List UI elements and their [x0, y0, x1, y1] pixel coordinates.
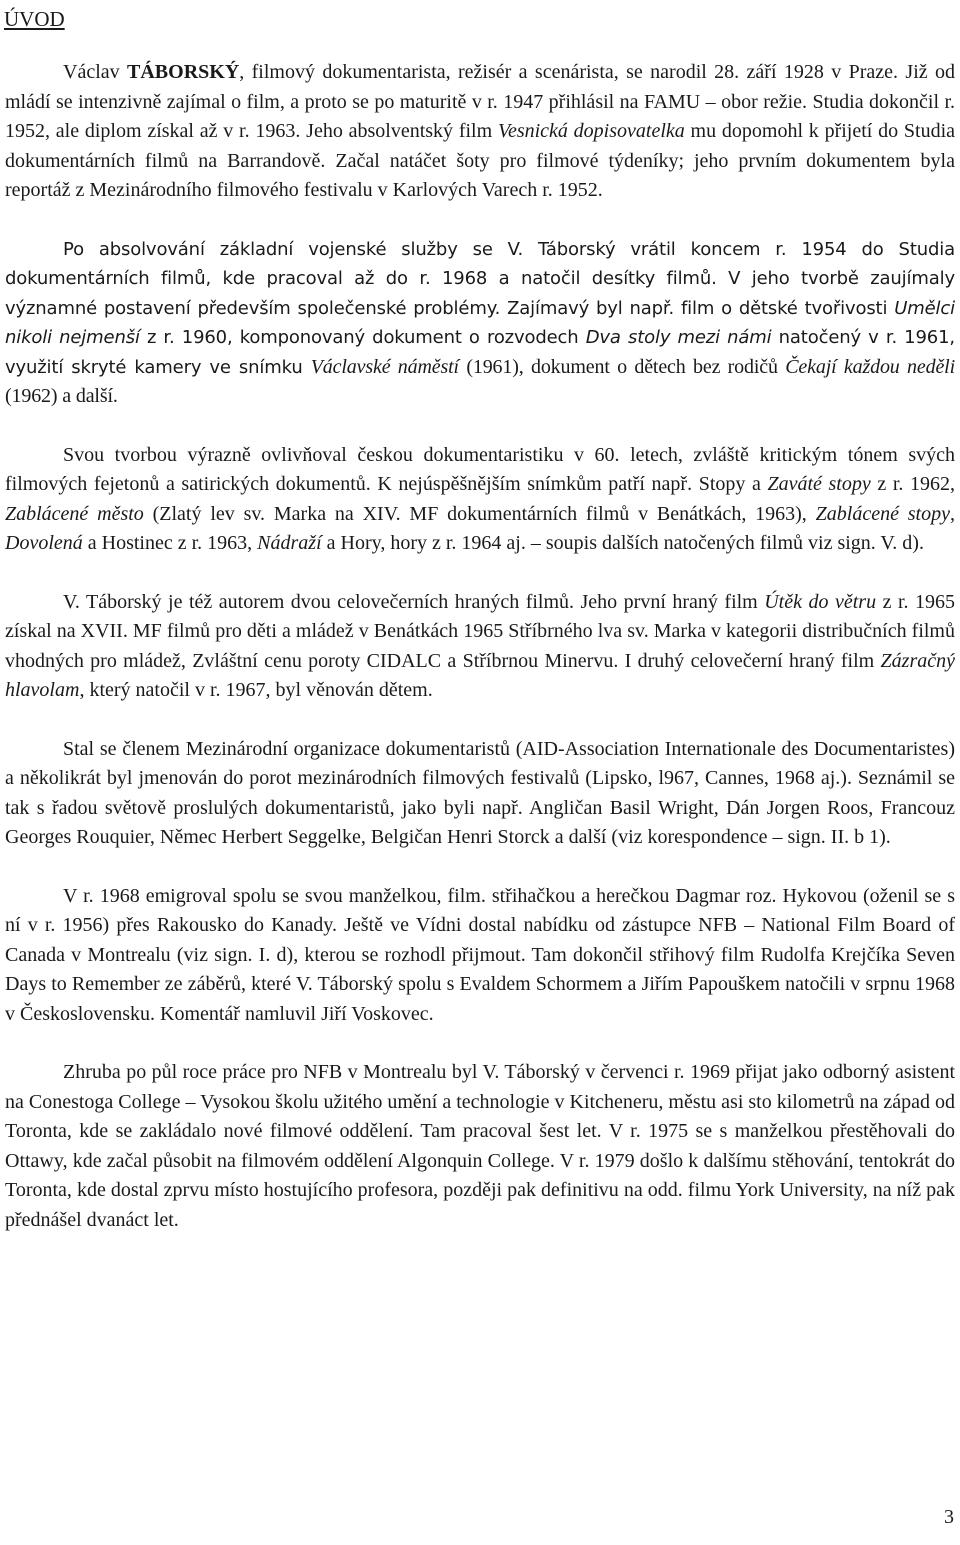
film-title: Dovolená — [5, 532, 83, 554]
film-title: Zázračný hlavolam — [5, 649, 955, 701]
page-title: ÚVOD — [4, 7, 65, 31]
text-run: Václav — [63, 61, 128, 83]
paragraph-1 — [5, 58, 955, 206]
text-run: (1962) a další. — [5, 385, 118, 407]
paragraph-5: Stal se členem Mezinárodní organizace dokumentaristů (AID-Association Internationale des Documentaristes) a několikrát byl jmenován do porot mezinárodních filmových festivalů (Lipsko, l967, Cannes, 1968 aj.). Seznámil se tak s řadou světově proslulých dokumentaristů, jako byli např. Angličan Basil Wright, Dán Jorgen Roos, Francouz Georges Rouquier, Němec Herbert Seggelke, Belgičan Henri Storck a další (viz korespondence – sign. II. b 1). — [5, 737, 955, 848]
text-run: Po absolvování základní vojenské služby se V. Táborský vrátil koncem r. 1954 do Studia dokumentárních filmů, kde pracoval až do r. 1968 a natočil desítky filmů. V jeho tvorbě zaujímaly významné postavení především společenské problémy. Zajímavý byl např. film o dětské tvořivosti — [5, 238, 955, 319]
text-run: , filmový dokumentarista, režisér a scenárista, se narodil 28. září 1928 v Praze. Již od mládí se intenzivně zajímal o film, a proto se po maturitě v r. 1947 přihlásil na FAMU – obor režie. Studia dokončil r. 1952, ale diplom získal až v r. 1963. Jeho absolventský film — [5, 61, 956, 142]
film-title: Dva stoly mezi námi — [585, 327, 772, 348]
surname: TÁBORSKÝ — [127, 61, 240, 83]
text-run: Svou tvorbou výrazně ovlivňoval českou dokumentaristiku v 60. letech, zvláště kritickým tónem svých filmových fejetonů a satirických dokumentů. K nejúspěšnějším snímkům patří např. Stopy a — [5, 443, 955, 495]
text-run: z r. 1965 získal na XVII. MF filmů pro děti a mládež v Benátkách 1965 Stříbrného lva sv. Marka v kategorii distribučních filmů vhodných pro mládež, Zvláštní cenu poroty CIDALC a Stříbrnou Minervu. I druhý celovečerní hraný film — [5, 590, 955, 672]
film-title: Zablácené město — [5, 502, 144, 525]
text-run: a Hory, hory z r. 1964 aj. – soupis dalších natočených filmů viz sign. V. d). — [321, 532, 924, 554]
film-title: Útěk do větru — [764, 590, 877, 613]
text-run: mu dopomohl k přijetí do Studia dokumentárních filmů na Barrandově. Začal natáčet šoty pro filmové týdeníky; jeho prvním dokumentem byla reportáž z Mezinárodního filmového festivalu v Karlových Varech r. 1952. — [5, 120, 956, 201]
film-title: Václavské náměstí — [310, 355, 459, 378]
text-run: natočený v r. 1961, využití skryté kamery ve snímku — [5, 327, 955, 378]
paragraph-7: Zhruba po půl roce práce pro NFB v Montrealu byl V. Táborský v červenci r. 1969 přijat jako odborný asistent na Conestoga College – Vysokou školu užitého umění a technologie v Kitcheneru, městu asi sto kilometrů na západ od Toronta, kde se zakládalo nové filmové oddělení. Tam pracoval šest let. V r. 1975 se s manželkou přestěhovali do Ottawy, kde začal působit na filmovém oddělení Algonquin College. V r. 1979 došlo k dalšímu stěhování, tentokrát do Toronta, kde dostal zprvu místo hostujícího profesora, později pak definitivu na odd. filmu York University, na níž pak přednášel dvanáct let. — [5, 1061, 955, 1231]
text-run: z r. 1960, komponovaný dokument o rozvodech — [139, 327, 586, 348]
film-title: Nádraží — [257, 532, 322, 554]
film-title: Vesnická dopisovatelka — [497, 120, 685, 142]
text-run: V. Táborský je též autorem dvou celovečerních hraných filmů. Jeho první hraný film — [63, 590, 765, 613]
paragraph-2 — [5, 235, 955, 412]
paragraph-4 — [5, 588, 955, 706]
text-run: a Hostinec z r. 1963, — [82, 532, 258, 554]
film-title: Čekají každou neděli — [785, 355, 955, 378]
paragraph-6: V r. 1968 emigroval spolu se svou manželkou, film. střihačkou a herečkou Dagmar roz. Hykovou (oženil se s ní v r. 1956) přes Rakousko do Kanady. Ještě ve Vídni dostal nabídku od zástupce NFB – National Film Board of Canada v Montrealu (viz sign. I. d), kterou se rozhodl přijmout. Tam dokončil střihový film Rudolfa Krejčíka Seven Days to Remember ze záběrů, které V. Táborský spolu s Evaldem Schormem a Jiřím Papouškem natočili v srpnu 1968 v Československu. Komentář namluvil Jiří Voskovec. — [5, 884, 955, 1025]
text-run: , který natočil v r. 1967, byl věnován dětem. — [79, 679, 433, 701]
film-title: Umělci nikoli nejmenší — [5, 297, 955, 348]
film-title: Zaváté stopy — [767, 473, 871, 495]
text-run: , — [950, 502, 955, 525]
paragraph-3 — [5, 441, 955, 559]
film-title: Zablácené stopy — [815, 502, 950, 525]
text-run: (1961), dokument o dětech bez rodičů — [458, 355, 786, 378]
page-number: 3 — [944, 1506, 954, 1528]
document-body — [5, 58, 955, 1264]
text-run: (Zlatý lev sv. Marka na XIV. MF dokumentárních filmů v Benátkách, 1963), — [143, 502, 816, 525]
text-run: z r. 1962, — [870, 473, 956, 495]
